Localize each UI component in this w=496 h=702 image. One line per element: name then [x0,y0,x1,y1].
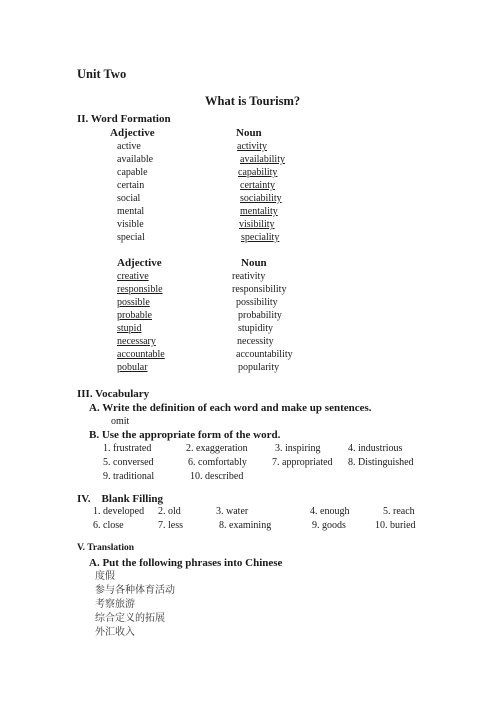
table2-header-noun: Noun [241,257,267,269]
translation-item: 考察旅游 [95,599,135,610]
table2-adjective: pobular [117,362,148,373]
table1-adjective: active [117,141,141,152]
answer-item: 3. water [216,506,249,517]
section-heading-vocabulary: III. Vocabulary [77,388,150,400]
answer-item: 5. conversed [103,457,154,468]
table2-adjective: possible [117,297,150,308]
table2-adjective: necessary [117,336,156,347]
section-heading-word-formation: II. Word Formation [77,113,171,125]
table1-adjective: visible [117,219,144,230]
table2-noun: popularity [238,362,280,373]
table1-noun: activity [237,141,267,152]
table1-noun: mentality [240,206,278,217]
answer-item: 1. frustrated [103,443,152,454]
table1-adjective: mental [117,206,145,217]
table1-noun: capability [238,167,278,178]
table2-noun: probability [238,310,282,321]
translation-item: 综合定义的拓展 [95,613,165,624]
answer-item: 5. reach [383,506,415,517]
table1-adjective: special [117,232,145,243]
table2-noun: reativity [232,271,266,282]
table1-noun: visibility [239,219,275,230]
unit-title: Unit Two [77,67,127,81]
answer-item: 3. inspiring [275,443,321,454]
answer-item: 8. Distinguished [348,457,414,468]
table1-adjective: capable [117,167,148,178]
answer-item: 7. appropriated [272,457,333,468]
section-heading-translation: V. Translation [77,543,135,553]
table2-noun: accountability [236,349,293,360]
table1-noun: speciality [241,232,280,243]
table2-adjective: creative [117,271,149,282]
table2-adjective: accountable [117,349,165,360]
table1-header-adjective: Adjective [110,127,155,139]
table2-noun: responsibility [232,284,287,295]
table1-header-noun: Noun [236,127,262,139]
table1-noun: certainty [240,180,275,191]
answer-item: 9. goods [312,520,346,531]
translation-item: 外汇收入 [95,627,135,638]
answer-item: 2. old [158,506,181,517]
table1-adjective: social [117,193,141,204]
answer-item: 4. industrious [348,443,403,454]
answer-item: 10. buried [375,520,416,531]
table1-adjective: available [117,154,154,165]
table2-noun: possibility [236,297,278,308]
table2-noun: necessity [237,336,274,347]
table2-adjective: responsible [117,284,163,295]
vocabulary-a-heading: A. Write the definition of each word and make up sentences. [89,402,372,414]
section-heading-blank-filling: IV. Blank Filling [77,493,163,505]
answer-item: 6. close [93,520,124,531]
answer-item: 6. comfortably [188,457,247,468]
table2-adjective: stupid [117,323,142,334]
answer-item: 2. exaggeration [186,443,248,454]
translation-a-heading: A. Put the following phrases into Chinese [89,557,283,569]
answer-item: 9. traditional [103,471,155,482]
table2-noun: stupidity [238,323,274,334]
answer-item: 10. described [190,471,244,482]
table1-noun: sociability [240,193,282,204]
table1-noun: availability [240,154,285,165]
answer-item: 7. less [158,520,183,531]
vocabulary-b-heading: B. Use the appropriate form of the word. [89,429,281,441]
vocabulary-a-note: omit [111,416,130,427]
answer-item: 4. enough [310,506,350,517]
translation-item: 度假 [95,571,115,582]
table1-adjective: certain [117,180,145,191]
page-title: What is Tourism? [205,94,301,108]
translation-item: 参与各种体育活动 [95,585,175,596]
answer-item: 8. examining [219,520,272,531]
table2-header-adjective: Adjective [117,257,162,269]
table2-adjective: probable [117,310,152,321]
answer-item: 1. developed [93,506,145,517]
